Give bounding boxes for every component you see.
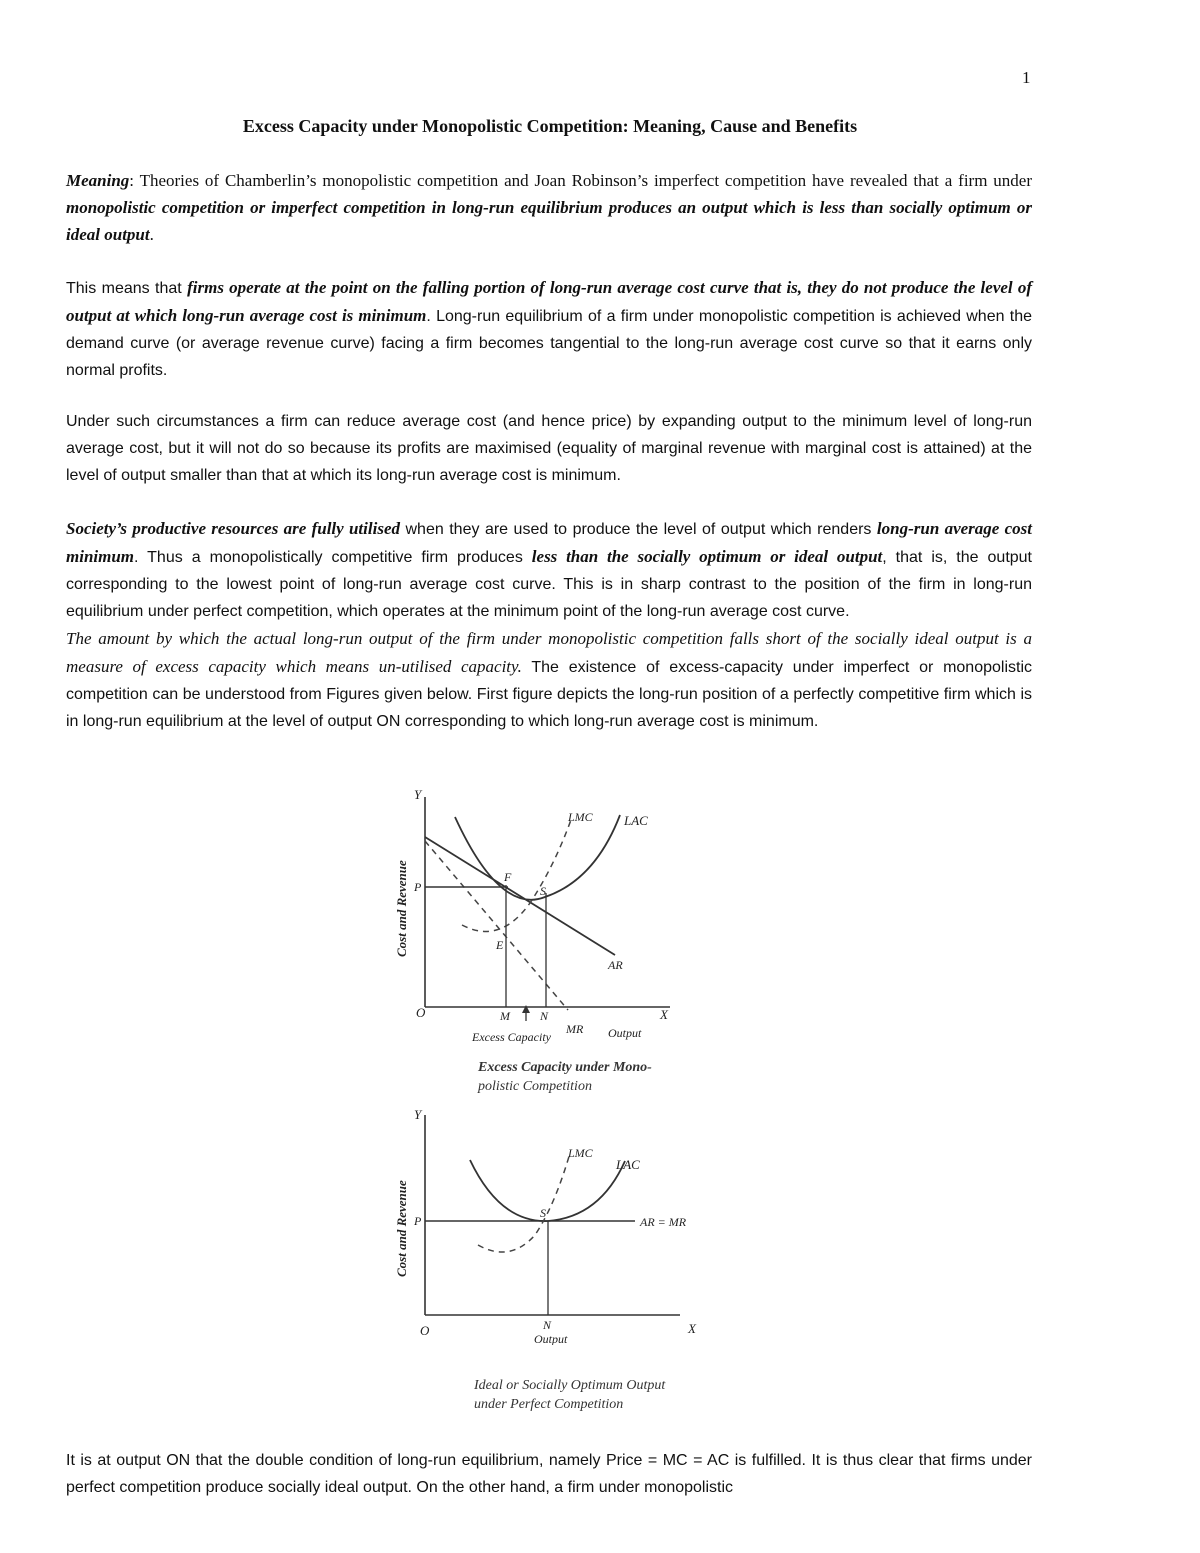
p2-emphasis: firms operate at the point on the falling portion of long-run average cost curve that is, they do not produce the level of output at which long-run average cost is minimum [66,278,1032,325]
fig1-caption-line1: Excess Capacity under Mono- [478,1060,652,1075]
meaning-emphasis: monopolistic competition or imperfect competition in long-run equilibrium produces an output which is less than socially optimum or ideal output [66,198,1032,244]
p5-text: It is at output ON that the double condition of long-run equilibrium, namely Price = MC = AC is fulfilled. It is thus clear that firms under perfect competition produce socially ideal output. On the other hand, a firm under monopolistic [66,1452,1032,1496]
fig2-s-label: S [540,1206,546,1220]
fig1-s-label: S [540,884,546,898]
fig1-caption-line2: polistic Competition [478,1079,592,1094]
p4-emphasis-2: long-run average cost minimum [66,519,1033,566]
fig1-n-label: N [540,1009,549,1023]
fig2-p-label: P [414,1214,422,1228]
fig2-lmc-label: LMC [568,1146,593,1160]
p4-text-4: The existence of excess-capacity under imperfect or monopolistic competition can be understood from Figures given below. First figure depicts the long-run position of a perfectly competitive firm which is in long-run equilibrium at the level of output ON corresponding to which long-run average cost is minimum. [66,659,1032,730]
fig2-lac-label: LAC [616,1157,640,1172]
paragraph-circumstances [66,408,1032,489]
p3-text: Under such circumstances a firm can reduce average cost (and hence price) by expanding output to the minimum level of long-run average cost, but it will not do so because its profits are maximised (equality of marginal revenue with marginal cost is attained) at the level of output smaller than that at which its long-run average cost is minimum. [66,413,1032,484]
p4-emphasis-1: Society’s productive resources are fully utilised [66,519,400,538]
figure-excess-capacity [380,785,720,1060]
fig1-lac-label: LAC [624,813,648,828]
p4-emphasis-3: less than the socially optimum or ideal output [531,547,883,566]
page-number: 1 [1022,68,1031,87]
paragraph-falling-portion [66,274,1032,384]
fig2-caption-line1: Ideal or Socially Optimum Output [474,1378,666,1393]
fig1-e-label: E [496,938,504,952]
meaning-text: Theories of Chamberlin’s monopolistic competition and Joan Robinson’s imperfect competition have revealed that a firm under [134,171,1032,190]
paragraph-double-condition [66,1447,1032,1501]
p2-text-end: . Long-run equilibrium of a firm under monopolistic competition is achieved when the demand curve (or average revenue curve) facing a firm becomes tangential to the long-run average cost curve so that it earns only normal profits. [66,308,1032,379]
fig1-lmc-curve [462,817,572,931]
fig2-y-label: Y [414,1107,422,1122]
fig1-origin: O [416,1005,426,1020]
p4-italic: The amount by which the actual long-run output of the firm under monopolistic competition falls short of the socially ideal output is a measure of excess capacity which means un-utilised capacity. [66,629,1032,676]
fig1-lmc-label: LMC [568,810,593,824]
fig2-origin: O [420,1323,430,1338]
fig1-excess-label: Excess Capacity [472,1030,551,1044]
p4-text-2: . Thus a monopolistically competitive firm produces [134,549,532,566]
fig1-f-label: F [504,870,512,884]
fig1-m-label: M [500,1009,510,1023]
meaning-end: . [149,225,154,244]
figure1-caption [478,1058,738,1096]
p2-text-start: This means that [66,280,188,297]
fig1-p-label: P [414,880,422,894]
fig2-x-label: X [688,1321,696,1336]
meaning-colon: : [129,171,135,190]
fig2-lmc-curve [478,1153,570,1252]
p4-text-1: when they are used to produce the level of output which renders [400,521,877,538]
paragraph-resources [66,515,1032,735]
fig2-axis-title: Cost and Revenue [394,1180,409,1277]
paragraph-meaning [66,167,1032,248]
fig2-output-label: Output [534,1332,568,1345]
fig2-n-label: N [543,1318,552,1332]
fig2-caption-line2: under Perfect Competition [474,1397,624,1412]
fig1-x-label: X [660,1007,668,1022]
fig1-ar-line [425,837,615,955]
meaning-label: Meaning [66,171,130,190]
document-title: Excess Capacity under Monopolistic Competition: Meaning, Cause and Benefits [242,116,858,136]
figure-ideal-output [380,1105,720,1345]
fig1-axis-title: Cost and Revenue [394,860,409,957]
fig1-mr-label: MR [566,1022,584,1036]
figure2-caption [474,1376,754,1414]
fig1-output-label: Output [608,1026,642,1040]
fig1-y-label: Y [414,787,422,802]
fig2-ar-mr-label: AR = MR [640,1215,687,1229]
p4-text-3: , that is, the output corresponding to the lowest point of long-run average cost curve. This is in sharp contrast to the position of the firm in long-run equilibrium under perfect competition, which operates at the minimum point of the long-run average cost curve. [66,549,1033,620]
fig1-ar-label: AR [608,958,623,972]
